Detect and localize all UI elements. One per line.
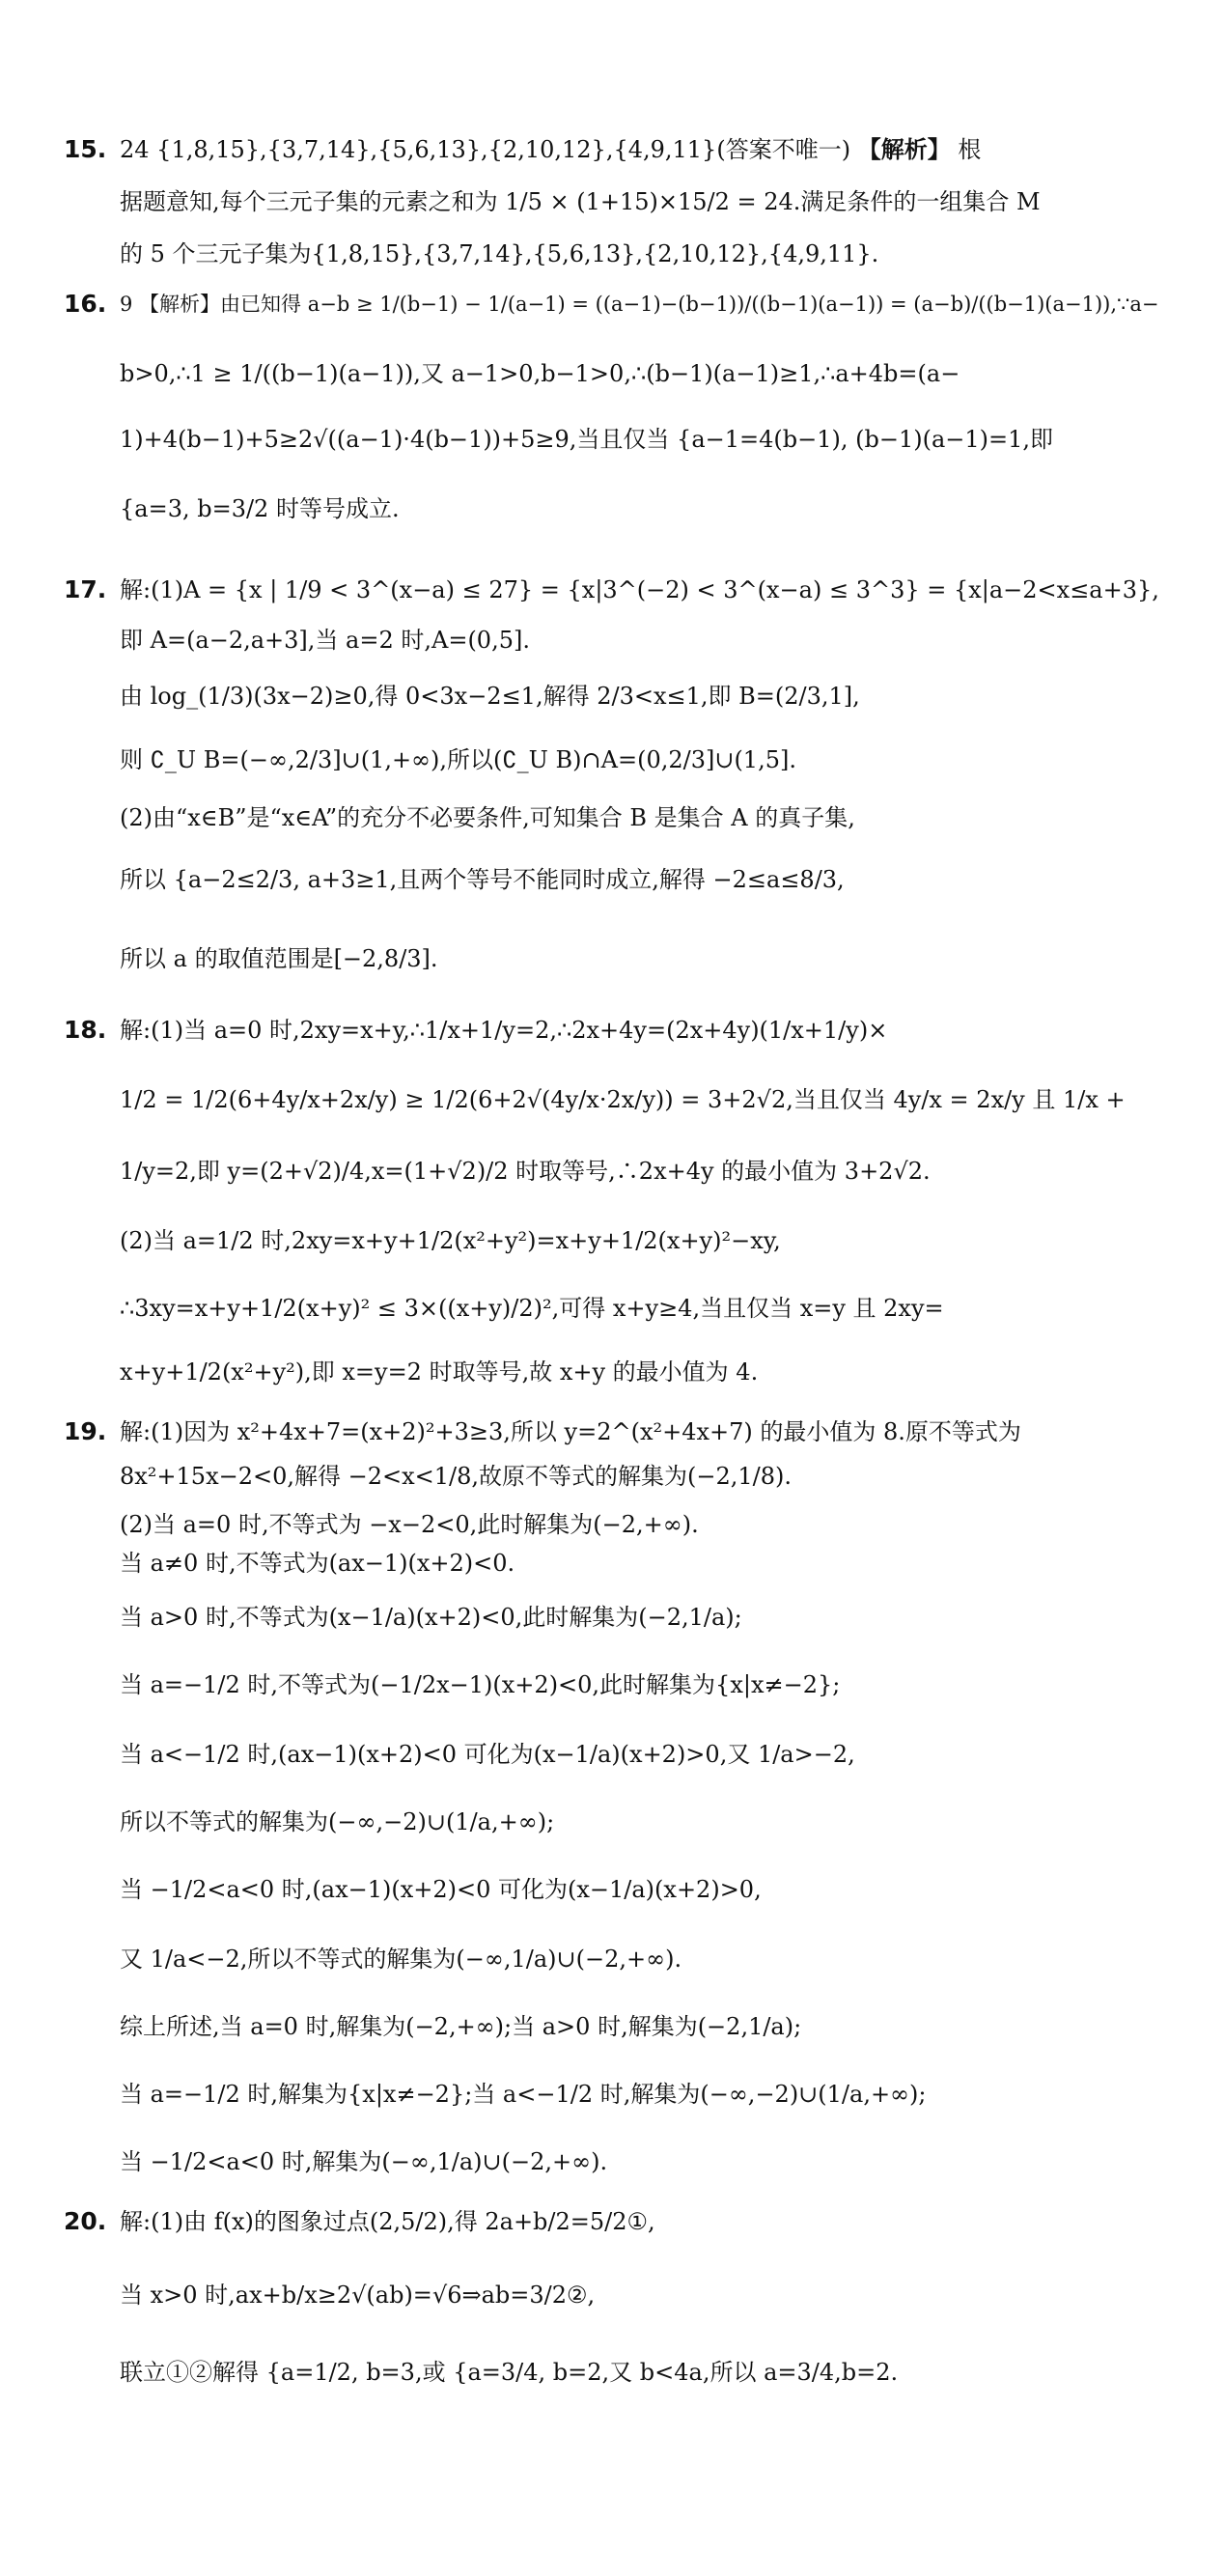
text-line: {a=3, b=3/2 时等号成立. <box>120 495 400 522</box>
analysis-tag: 【解析】 <box>857 136 951 163</box>
text-line: ∴3xy=x+y+1/2(x+y)² ≤ 3×((x+y)/2)²,可得 x+y≥4,当且仅当 x=y 且 2xy= <box>120 1295 944 1322</box>
text-line: (2)当 a=1/2 时,2xy=x+y+1/2(x²+y²)=x+y+1/2(x+y)²−xy, <box>120 1227 781 1254</box>
text-line: 解:(1)当 a=0 时,2xy=x+y,∴1/x+1/y=2,∴2x+4y=(2x+4y)(1/x+1/y)× <box>120 1017 888 1044</box>
text-line: 解:(1)因为 x²+4x+7=(x+2)²+3≥3,所以 y=2^(x²+4x+7) 的最小值为 8.原不等式为 <box>120 1418 1021 1445</box>
text-line: 所以 {a−2≤2/3, a+3≥1,且两个等号不能同时成立,解得 −2≤a≤8/3, <box>120 866 845 893</box>
text-line: 所以 a 的取值范围是[−2,8/3]. <box>120 945 438 972</box>
text-line: 1/y=2,即 y=(2+√2)/4,x=(1+√2)/2 时取等号,∴2x+4y 的最小值为 3+2√2. <box>120 1158 931 1185</box>
text-line: 所以不等式的解集为(−∞,−2)∪(1/a,+∞); <box>120 1808 555 1835</box>
answer-text: 24 {1,8,15},{3,7,14},{5,6,13},{2,10,12},{4,9,11}(答案不唯一) <box>120 136 851 163</box>
text-line: (2)当 a=0 时,不等式为 −x−2<0,此时解集为(−2,+∞). <box>120 1511 699 1538</box>
text-line: 解:(1)A = {x | 1/9 < 3^(x−a) ≤ 27} = {x|3^(−2) < 3^(x−a) ≤ 3^3} = {x|a−2<x≤a+3}, <box>120 576 1159 603</box>
text-line: 8x²+15x−2<0,解得 −2<x<1/8,故原不等式的解集为(−2,1/8). <box>120 1463 792 1490</box>
text-line: 当 a=−1/2 时,不等式为(−1/2x−1)(x+2)<0,此时解集为{x|x≠−2}; <box>120 1671 841 1698</box>
text-line: 综上所述,当 a=0 时,解集为(−2,+∞);当 a>0 时,解集为(−2,1/a); <box>120 2013 802 2040</box>
text-line: 当 a<−1/2 时,(ax−1)(x+2)<0 可化为(x−1/a)(x+2)>0,又 1/a>−2, <box>120 1741 855 1768</box>
question-number: 20. <box>64 2207 107 2235</box>
text-line: 根 <box>958 136 982 163</box>
text-line: 联立①②解得 {a=1/2, b=3,或 {a=3/4, b=2,又 b<4a,所以 a=3/4,b=2. <box>120 2359 899 2386</box>
text-line: 9 【解析】由已知得 a−b ≥ 1/(b−1) − 1/(a−1) = ((a−1)−(b−1))/((b−1)(a−1)) = (a−b)/((b−1)(a−1)),∵a− <box>120 293 1159 316</box>
text-line: 解:(1)由 f(x)的图象过点(2,5/2),得 2a+b/2=5/2①, <box>120 2208 655 2235</box>
text-line: 又 1/a<−2,所以不等式的解集为(−∞,1/a)∪(−2,+∞). <box>120 1946 682 1973</box>
text-line: 当 −1/2<a<0 时,(ax−1)(x+2)<0 可化为(x−1/a)(x+2)>0, <box>120 1876 762 1903</box>
text-line: 当 a≠0 时,不等式为(ax−1)(x+2)<0. <box>120 1550 515 1577</box>
text-line: 的 5 个三元子集为{1,8,15},{3,7,14},{5,6,13},{2,10,12},{4,9,11}. <box>120 240 879 267</box>
text-line: x+y+1/2(x²+y²),即 x=y=2 时取等号,故 x+y 的最小值为 4. <box>120 1358 759 1386</box>
text-line: 当 a>0 时,不等式为(x−1/a)(x+2)<0,此时解集为(−2,1/a); <box>120 1604 742 1631</box>
question-number: 17. <box>64 575 107 603</box>
text-line: 1)+4(b−1)+5≥2√((a−1)·4(b−1))+5≥9,当且仅当 {a−1=4(b−1), (b−1)(a−1)=1,即 <box>120 426 1054 453</box>
text-line: 当 x>0 时,ax+b/x≥2√(ab)=√6⇒ab=3/2②, <box>120 2282 596 2309</box>
text-line: 当 −1/2<a<0 时,解集为(−∞,1/a)∪(−2,+∞). <box>120 2148 608 2175</box>
text-line: 当 a=−1/2 时,解集为{x|x≠−2};当 a<−1/2 时,解集为(−∞,−2)∪(1/a,+∞); <box>120 2081 927 2108</box>
question-number: 16. <box>64 290 107 318</box>
text-line: 则 ∁_U B=(−∞,2/3]∪(1,+∞),所以(∁_U B)∩A=(0,2/3]∪(1,5]. <box>120 746 796 773</box>
text-line: (2)由“x∈B”是“x∈A”的充分不必要条件,可知集合 B 是集合 A 的真子集, <box>120 804 855 831</box>
text-line: b>0,∴1 ≥ 1/((b−1)(a−1)),又 a−1>0,b−1>0,∴(b−1)(a−1)≥1,∴a+4b=(a− <box>120 360 960 387</box>
question-number: 18. <box>64 1016 107 1044</box>
text-line: 1/2 = 1/2(6+4y/x+2x/y) ≥ 1/2(6+2√(4y/x·2x/y)) = 3+2√2,当且仅当 4y/x = 2x/y 且 1/x + <box>120 1086 1126 1113</box>
question-number: 15. <box>64 135 107 163</box>
text-line: 据题意知,每个三元子集的元素之和为 1/5 × (1+15)×15/2 = 24.满足条件的一组集合 M <box>120 188 1041 215</box>
text-line: 由 log_(1/3)(3x−2)≥0,得 0<3x−2≤1,解得 2/3<x≤1,即 B=(2/3,1], <box>120 683 860 710</box>
question-number: 19. <box>64 1417 107 1445</box>
text-line: 即 A=(a−2,a+3],当 a=2 时,A=(0,5]. <box>120 627 530 654</box>
